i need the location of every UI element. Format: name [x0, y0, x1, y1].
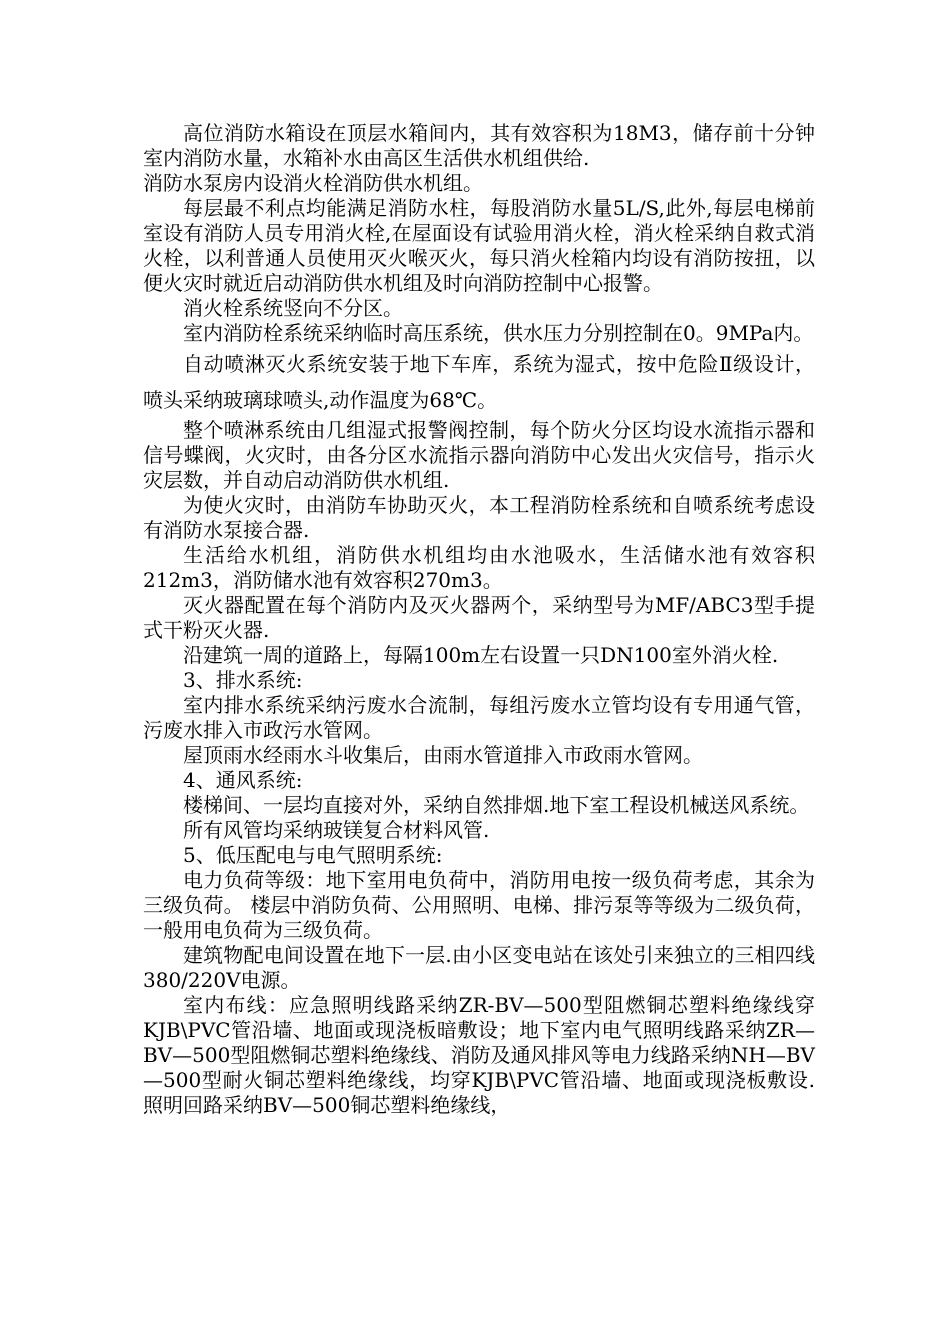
section-heading-ventilation: 4、通风系统: — [183, 768, 303, 792]
paragraph-3: 每层最不利点均能满足消防水柱，每股消防水量5L/S,此外,每层电梯前室设有消防人员专用消火栓,在屋面设有试验用消火栓，消火栓采纳自救式消火栓，以利普通人员使用灭火喉灭火，每只消火栓箱内均设有消防按扭，以便火灾时就近启动消防供水机组及时向消防控制中心报警。 — [143, 196, 815, 295]
paragraph-16: 电力负荷等级：地下室用电负荷中，消防用电按一级负荷考虑，其余为三级负荷。 楼层中消防负荷、公用照明、电梯、排污泵等等级为二级负荷，一般用电负荷为三级负荷。 — [143, 868, 815, 942]
paragraph-12: 室内排水系统采纳污废水合流制，每组污废水立管均设有专用通气管，污废水排入市政污水管网。 — [143, 693, 815, 742]
paragraph-13: 屋顶雨水经雨水斗收集后，由雨水管道排入市政雨水管网。 — [183, 743, 703, 767]
paragraph-18: 室内布线：应急照明线路采纳ZR-BV—500型阻燃铜芯塑料绝缘线穿KJB\PVC管沿墙、地面或现浇板暗敷设；地下室内电气照明线路采纳ZR—BV—500型阻燃铜芯塑料绝缘线、消防及通风排风等电力线路采纳NH—BV—500型耐火铜芯塑料绝缘线，均穿KJB\PVC管沿墙、地面或现浇板敷设.照明回路采纳BV—500铜芯塑料绝缘线， — [143, 993, 815, 1117]
paragraph-14: 楼梯间、一层均直接对外，采纳自然排烟.地下室工程设机械送风系统。 — [183, 793, 810, 817]
paragraph-11: 沿建筑一周的道路上，每隔100m左右设置一只DN100室外消火栓. — [183, 643, 779, 667]
paragraph-9: 生活给水机组，消防供水机组均由水池吸水，生活储水池有效容积212m3，消防储水池有效容积270m3。 — [143, 543, 815, 592]
paragraph-10: 灭火器配置在每个消防内及灭火器两个，采纳型号为MF/ABC3型手提式干粉灭火器. — [143, 593, 815, 642]
section-heading-drainage: 3、排水系统: — [183, 668, 303, 692]
paragraph-4: 消火栓系统竖向不分区。 — [183, 296, 403, 320]
paragraph-2: 消防水泵房内设消火栓消防供水机组。 — [143, 171, 483, 195]
paragraph-17: 建筑物配电间设置在地下一层.由小区变电站在该处引来独立的三相四线380/220V电源。 — [143, 943, 815, 992]
paragraph-1: 高位消防水箱设在顶层水箱间内，其有效容积为18M3，储存前十分钟室内消防水量，水箱补水由高区生活供水机组供给. — [143, 121, 815, 170]
section-heading-electrical: 5、低压配电与电气照明系统: — [183, 843, 443, 867]
document-body — [143, 121, 815, 1118]
paragraph-6: 自动喷淋灭火系统安装于地下车库，系统为湿式，按中危险Ⅱ级设计，喷头采纳玻璃球喷头,动作温度为68℃。 — [143, 352, 815, 412]
paragraph-8: 为使火灾时，由消防车协助灭火，本工程消防栓系统和自喷系统考虑设有消防水泵接合器. — [143, 493, 815, 542]
paragraph-7: 整个喷淋系统由几组湿式报警阀控制，每个防火分区均设水流指示器和信号蝶阀，火灾时，由各分区水流指示器向消防中心发出火灾信号，指示火灾层数，并自动启动消防供水机组. — [143, 418, 815, 492]
paragraph-15: 所有风管均采纳玻镁复合材料风管. — [183, 818, 490, 842]
paragraph-5: 室内消防栓系统采纳临时高压系统，供水压力分别控制在0。9MPa内。 — [183, 321, 814, 345]
